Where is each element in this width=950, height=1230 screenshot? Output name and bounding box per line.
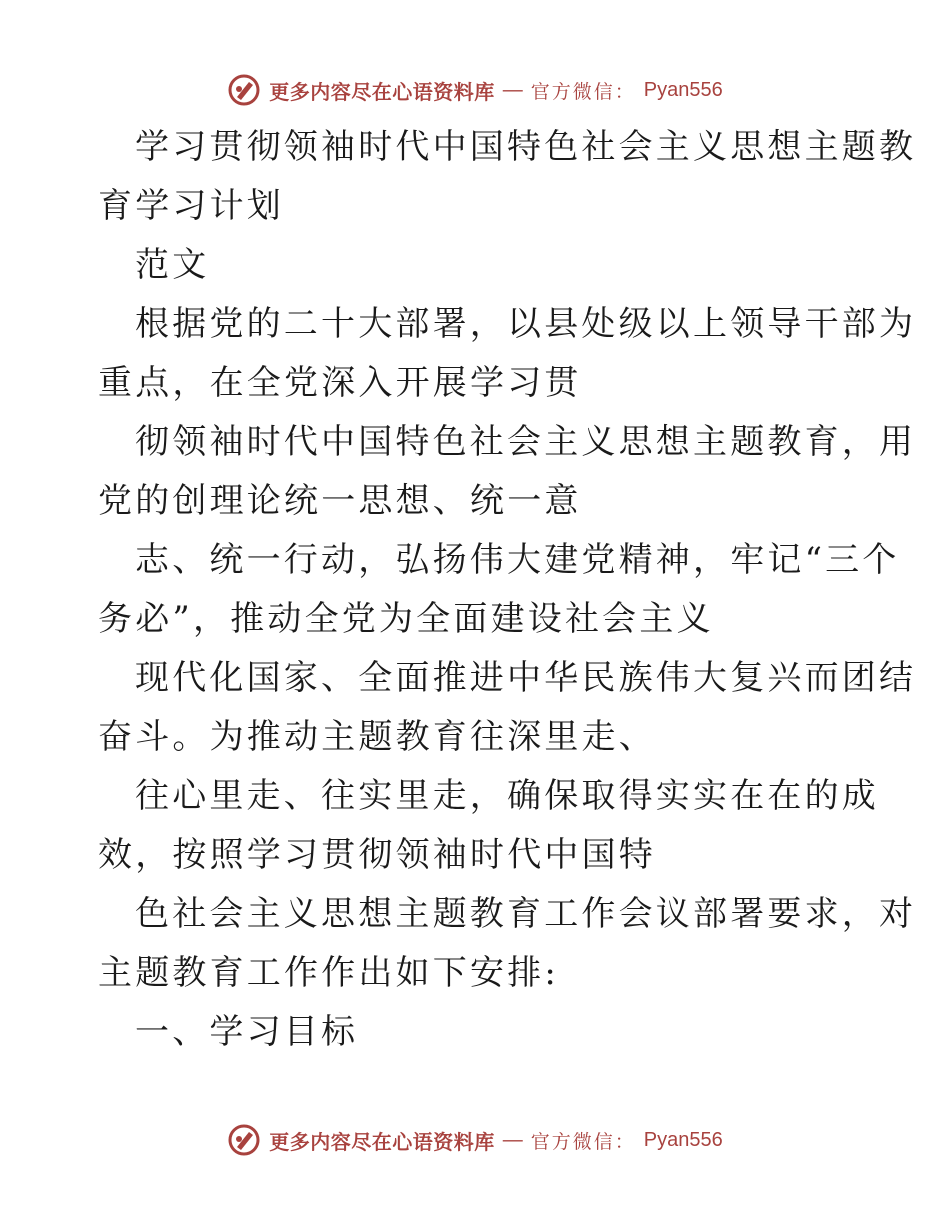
document-line: 往心里走、往实里走，确保取得实实在在的成 <box>135 776 879 816</box>
document-line: 奋斗。为推动主题教育往深里走、 <box>98 717 656 757</box>
document-body <box>98 118 917 1062</box>
banner-dash: — <box>502 78 523 101</box>
banner-dash: — <box>502 1128 523 1151</box>
banner-site-text: 更多内容尽在心语资料库 <box>269 79 495 104</box>
document-line: 务必”，推动全党为全面建设社会主义 <box>98 599 714 639</box>
header-banner <box>0 68 950 112</box>
document-line: 现代化国家、全面推进中华民族伟大复兴而团结 <box>135 658 917 698</box>
footer-banner <box>0 1118 950 1162</box>
document-line: 党的创理论统一思想、统一意 <box>98 481 582 521</box>
document-line: 范文 <box>135 245 210 285</box>
banner-site-text: 更多内容尽在心语资料库 <box>269 1129 495 1154</box>
document-line: 育学习计划 <box>98 186 284 226</box>
banner-wechat-label: 官方微信： <box>530 80 636 103</box>
document-line: 学习贯彻领袖时代中国特色社会主义思想主题教 <box>135 127 917 167</box>
banner-wechat-id: Pyan556 <box>643 78 723 101</box>
banner-wechat-label: 官方微信： <box>530 1130 636 1153</box>
document-line: 一、学习目标 <box>135 1012 359 1052</box>
document-line: 根据党的二十大部署，以县处级以上领导干部为 <box>135 304 917 344</box>
pen-nib-logo-icon <box>227 73 261 107</box>
document-line: 主题教育工作作出如下安排: <box>98 953 560 993</box>
document-line: 志、统一行动，弘扬伟大建党精神，牢记“三个 <box>135 540 900 580</box>
banner-wechat-id: Pyan556 <box>643 1128 723 1151</box>
document-line: 重点，在全党深入开展学习贯 <box>98 363 582 403</box>
document-line: 色社会主义思想主题教育工作会议部署要求，对 <box>135 894 917 934</box>
document-line: 效，按照学习贯彻领袖时代中国特 <box>98 835 656 875</box>
pen-nib-logo-icon <box>227 1123 261 1157</box>
document-line: 彻领袖时代中国特色社会主义思想主题教育，用 <box>135 422 917 462</box>
